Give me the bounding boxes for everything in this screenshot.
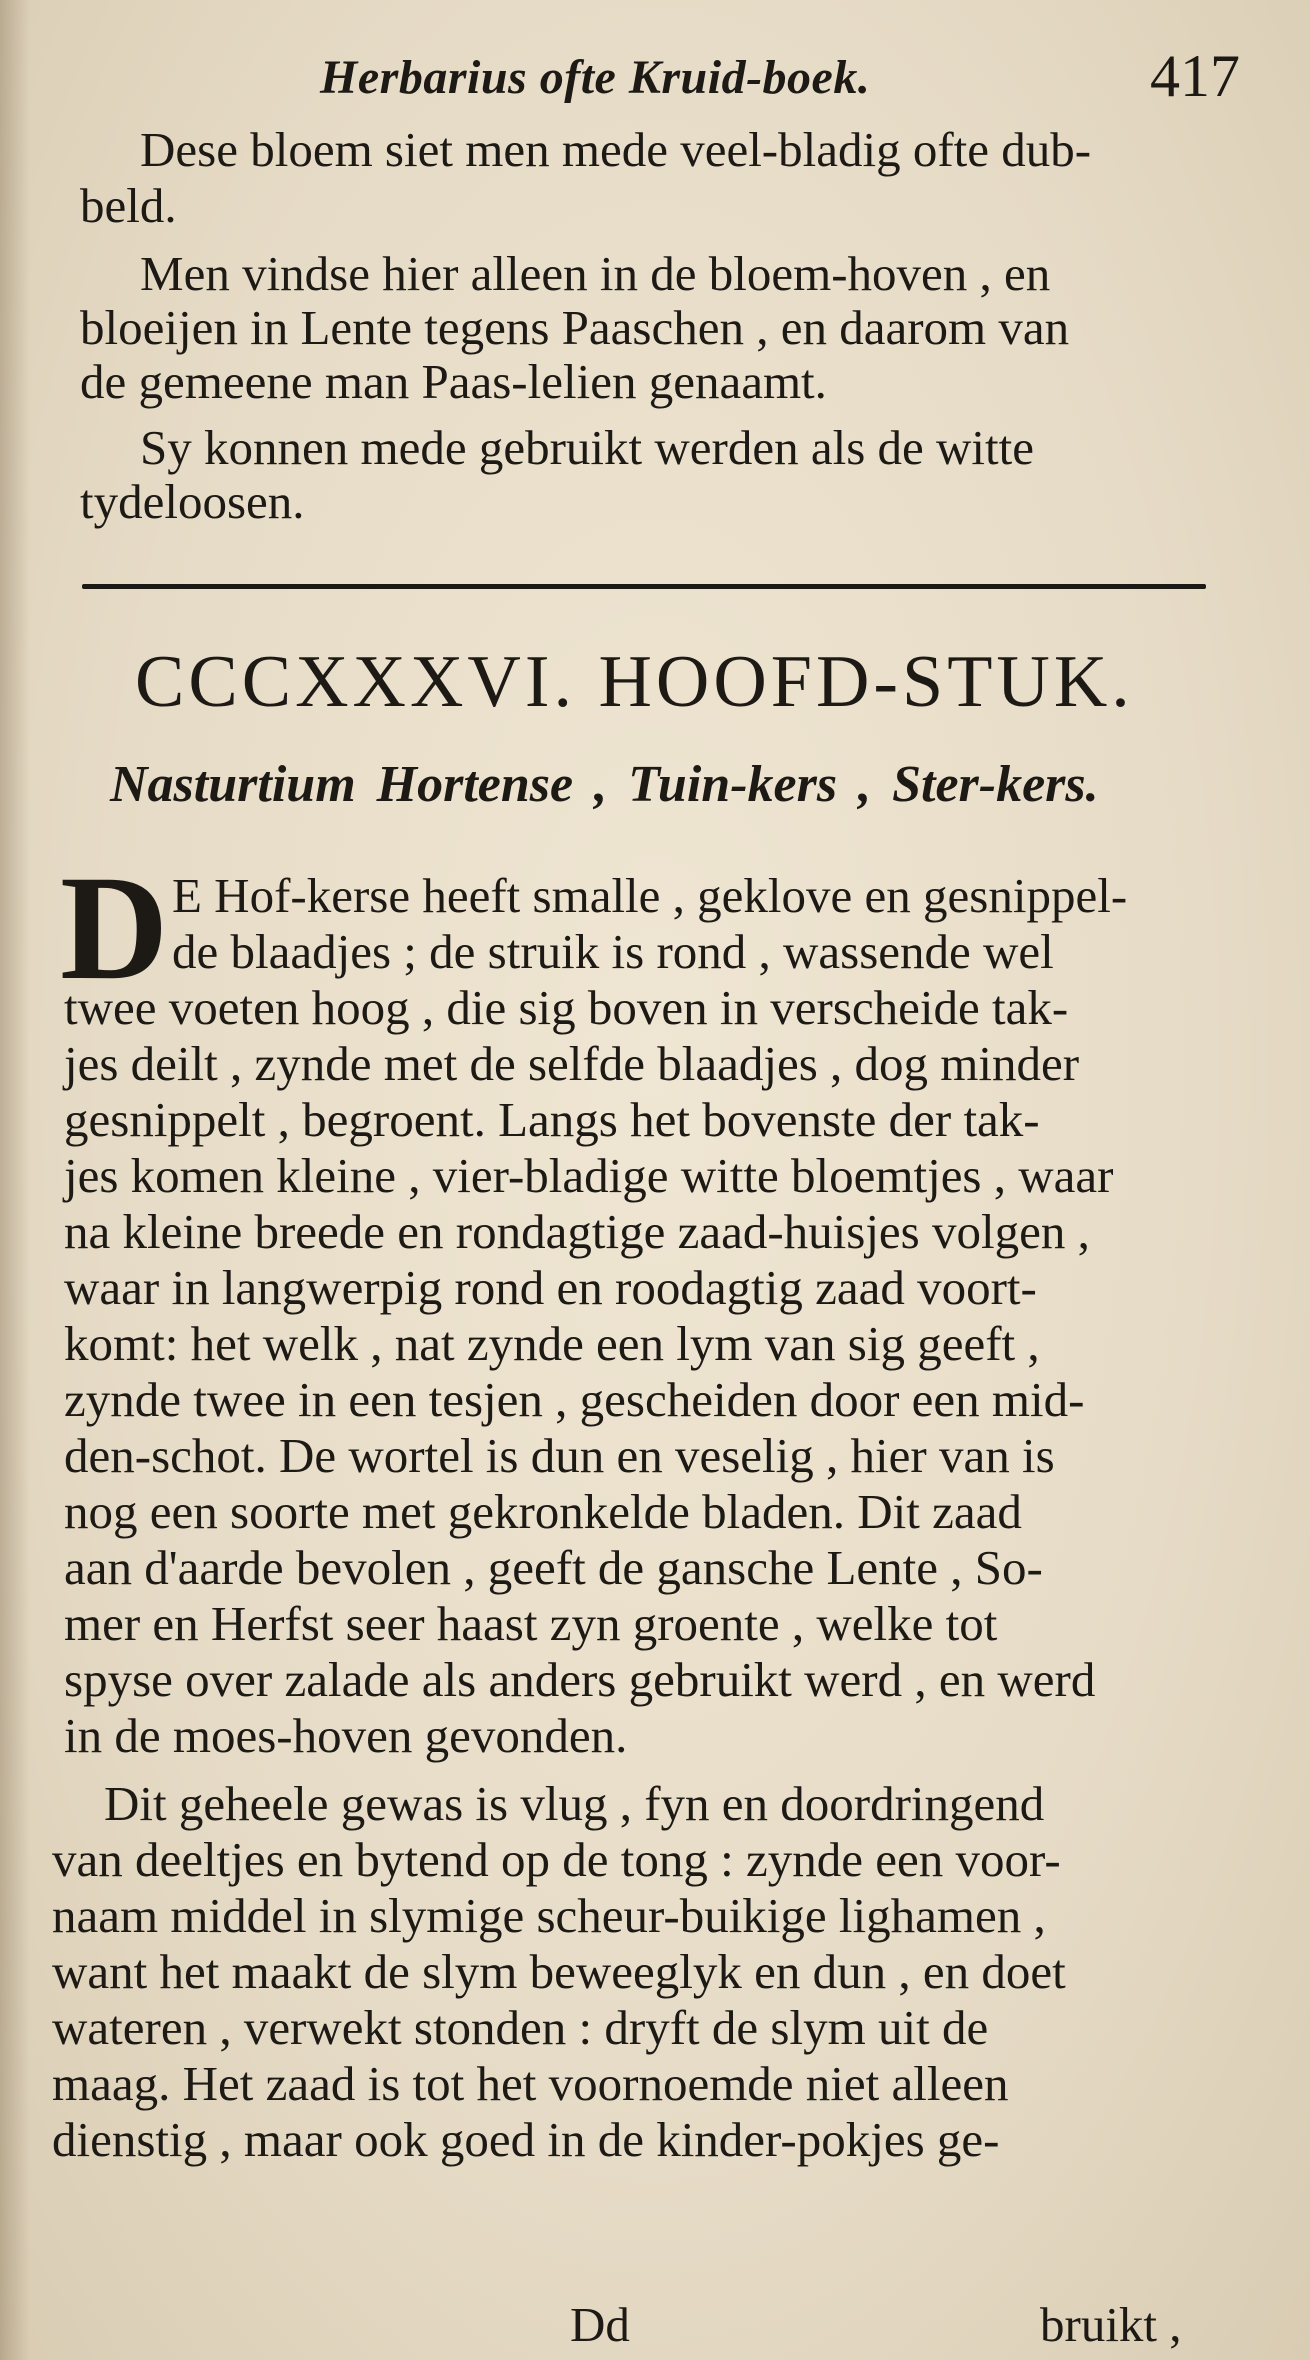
text-line-content: spyse over zalade als anders gebruikt werd , en werd <box>64 1652 1096 1707</box>
running-head <box>0 40 1310 130</box>
text-line-content: beld. <box>80 178 177 233</box>
text-line-content: jes deilt , zynde met de selfde blaadjes , dog minder <box>64 1036 1080 1091</box>
text-line-content: Dit geheele gewas is vlug , fyn en doordringend <box>104 1776 1045 1831</box>
text-line-content: Men vindse hier alleen in de bloem-hoven , en <box>140 246 1051 301</box>
horizontal-rule <box>82 584 1206 589</box>
text-line-content: den-schot. De wortel is dun en veselig , hier van is <box>64 1428 1055 1483</box>
text-line-content: naam middel in slymige scheur-buikige lighamen , <box>52 1888 1046 1943</box>
chapter-heading: CCCXXXVI. HOOFD-STUK. <box>135 641 1134 723</box>
text-line-content: jes komen kleine , vier-bladige witte bloemtjes , waar <box>64 1148 1114 1203</box>
text-line-content: komt: het welk , nat zynde een lym van sig geeft , <box>64 1316 1040 1371</box>
text-line-content: maag. Het zaad is tot het voornoemde niet alleen <box>52 2056 1009 2111</box>
catchword: bruikt , <box>1040 2297 1182 2352</box>
text-line-content: waar in langwerpig rond en roodagtig zaad voort- <box>64 1260 1037 1315</box>
text-line-content: mer en Herfst seer haast zyn groente , welke tot <box>64 1596 998 1651</box>
text-line-content: gesnippelt , begroent. Langs het bovenste der tak- <box>64 1092 1040 1147</box>
page-number: 417 <box>1150 43 1240 109</box>
text-line-content: de blaadjes ; de struik is rond , wassende wel <box>172 924 1054 979</box>
text-line-content: dienstig , maar ook goed in de kinder-pokjes ge- <box>52 2112 1000 2167</box>
text-line-content: want het maakt de slym beweeglyk en dun , en doet <box>52 1944 1066 1999</box>
text-line-content: twee voeten hoog , die sig boven in verscheide tak- <box>64 980 1069 1035</box>
gutter-shadow <box>0 0 30 2360</box>
text-line-content: bloeijen in Lente tegens Paaschen , en daarom van <box>80 300 1070 355</box>
text-line-content: tydeloosen. <box>80 474 305 529</box>
page-footer <box>0 2296 1310 2356</box>
running-title: Herbarius ofte Kruid-boek. <box>320 51 871 104</box>
text-line-content: Sy konnen mede gebruikt werden als de witte <box>140 420 1035 475</box>
text-line-content: zynde twee in een tesjen , gescheiden door een mid- <box>64 1372 1085 1427</box>
text-line-content: na kleine breede en rondagtige zaad-huisjes volgen , <box>64 1204 1090 1259</box>
signature-mark: Dd <box>570 2297 630 2352</box>
text-line-content: nog een soorte met gekronkelde bladen. Dit zaad <box>64 1484 1022 1539</box>
text-line-content: aan d'aarde bevolen , geeft de gansche Lente , So- <box>64 1540 1043 1595</box>
text-line-content: van deeltjes en bytend op de tong : zynde een voor- <box>52 1832 1061 1887</box>
text-line-content: wateren , verwekt stonden : dryft de slym uit de <box>52 2000 989 2055</box>
text-line-content: Dese bloem siet men mede veel-bladig ofte dub- <box>140 122 1092 177</box>
text-line-content: de gemeene man Paas-lelien genaamt. <box>80 354 827 409</box>
text-line-content: in de moes-hoven gevonden. <box>64 1708 628 1763</box>
drop-cap: D <box>60 845 169 1011</box>
chapter-subheading: Nasturtium Hortense , Tuin-kers , Ster-kers. <box>110 756 1099 813</box>
text-line-content: E Hof-kerse heeft smalle , geklove en gesnippel- <box>172 868 1128 923</box>
